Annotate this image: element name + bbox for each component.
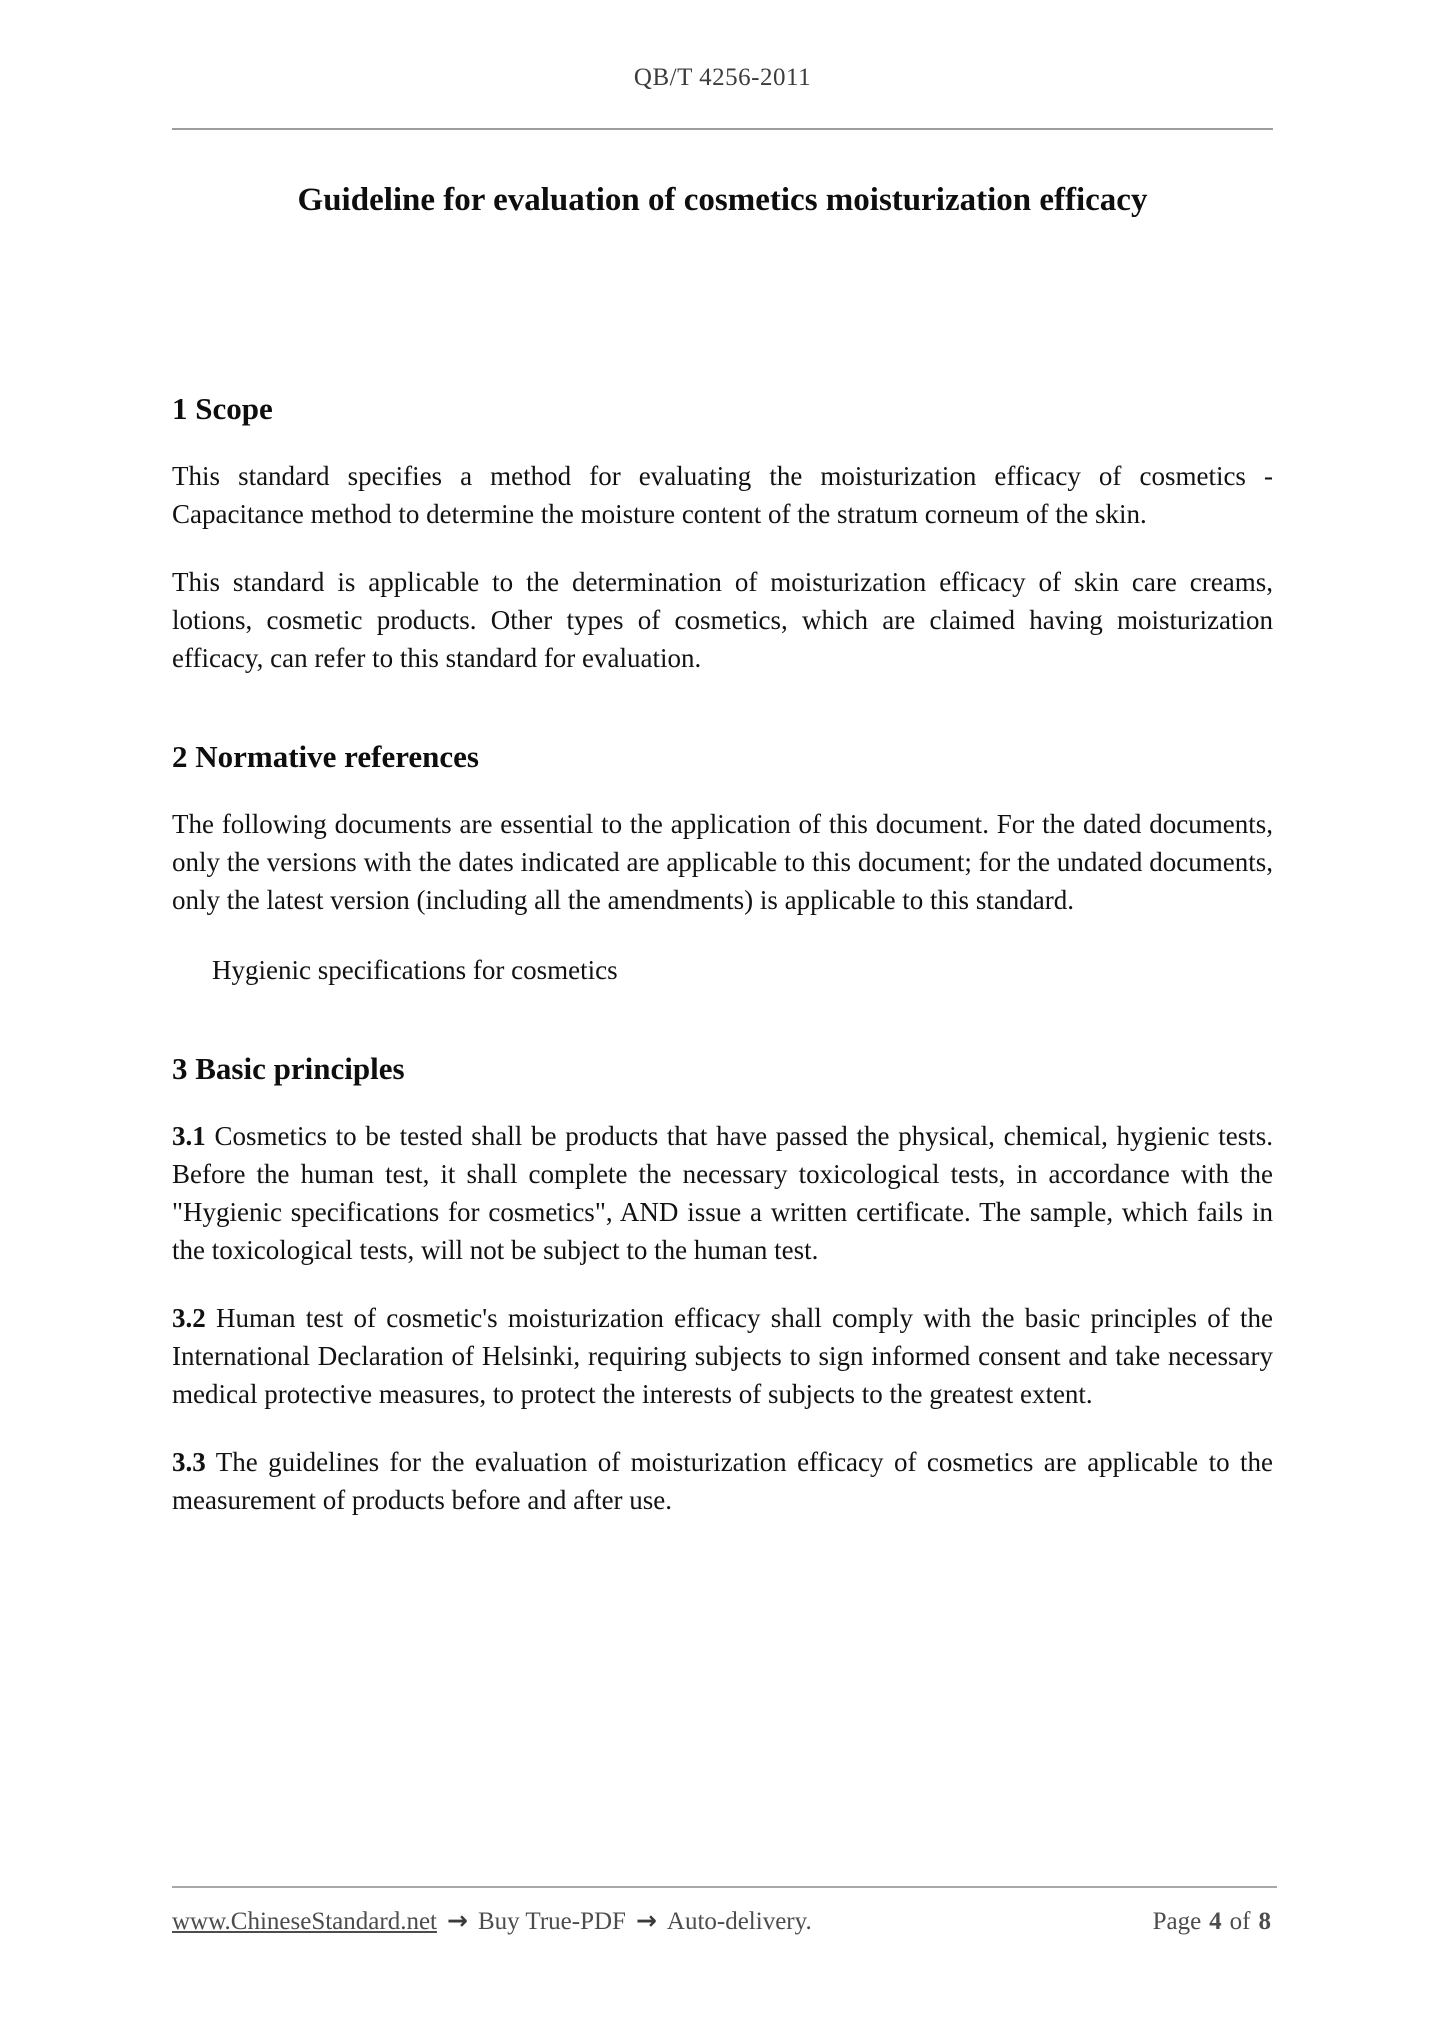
footer-delivery-text: Auto-delivery.: [666, 1908, 812, 1935]
scope-paragraph-2: This standard is applicable to the determination of moisturization efficacy of skin care creams, lotions, cosmetic products. Other types of cosmetics, which are claimed having moisturization efficacy, can refer to this standard for evaluation.: [172, 567, 1273, 673]
section-heading-scope: 1 Scope: [172, 391, 273, 426]
clause-number: 3.1: [172, 1121, 206, 1151]
clause-text: Cosmetics to be tested shall be products that have passed the physical, chemical, hygienic tests. Before the human test, it shall complete the necessary toxicological tests, in accordance with the "Hygienic specifications for cosmetics", AND issue a written certificate. The sample, which fails in the toxicological tests, will not be subject to the human test.: [172, 1121, 1274, 1265]
doc-number: QB/T 4256-2011: [633, 64, 812, 91]
current-page-number: 4: [1209, 1908, 1222, 1935]
scope-paragraph-1: This standard specifies a method for evaluating the moisturization efficacy of cosmetics - Capacitance method to determine the moisture content of the stratum corneum of the skin.: [172, 461, 1273, 529]
footer-divider: [172, 1886, 1277, 1888]
normative-references-paragraph: The following documents are essential to the application of this document. For the dated documents, only the versions with the dates indicated are applicable to this document; for the undated documents, only the latest version (including all the amendments) is applicable to this standard.: [172, 809, 1273, 915]
clause-number: 3.2: [172, 1303, 206, 1333]
section-heading-basic-principles: 3 Basic principles: [172, 1051, 405, 1086]
page-word: Page: [1152, 1908, 1202, 1935]
arrow-right-icon: →: [635, 1906, 657, 1935]
page-footer: [172, 1886, 1277, 1936]
basic-principles-item-3-3: [172, 1443, 1273, 1519]
clause-text: The guidelines for the evaluation of moisturization efficacy of cosmetics are applicable to the measurement of products before and after use.: [172, 1447, 1273, 1515]
document-title: Guideline for evaluation of cosmetics moisturization efficacy: [297, 182, 1148, 218]
basic-principles-item-3-1: [172, 1117, 1273, 1269]
basic-principles-item-3-2: [172, 1299, 1273, 1413]
clause-text: Human test of cosmetic's moisturization efficacy shall comply with the basic principles of the International Declaration of Helsinki, requiring subjects to sign informed consent and take necessary medical protective measures, to protect the interests of subjects to the greatest extent.: [172, 1303, 1273, 1409]
page-indicator: [1151, 1908, 1277, 1936]
footer-website-link[interactable]: www.ChineseStandard.net: [172, 1908, 437, 1935]
arrow-right-icon: →: [447, 1906, 468, 1935]
referenced-document: Hygienic specifications for cosmetics: [212, 955, 618, 985]
clause-number: 3.3: [172, 1447, 206, 1477]
footer-info: [172, 1906, 812, 1936]
footer-buy-text: Buy True-PDF: [477, 1908, 626, 1935]
of-word: of: [1229, 1908, 1251, 1935]
header-divider: [172, 128, 1273, 130]
section-heading-normative-references: 2 Normative references: [172, 739, 479, 774]
total-page-number: 8: [1258, 1908, 1271, 1935]
